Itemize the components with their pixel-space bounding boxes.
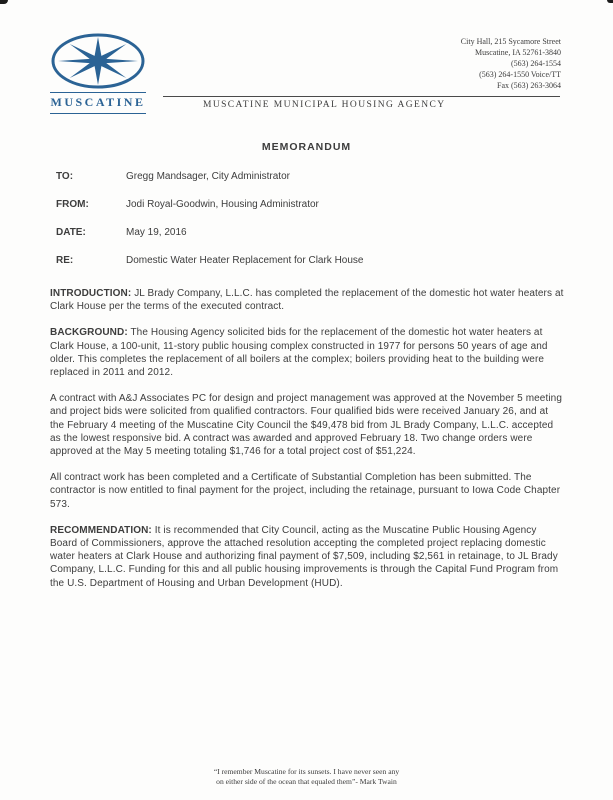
paragraph-text: JL Brady Company, L.L.C. has completed the replacement of the domestic hot water heaters at Clark House per the terms of the executed contract. xyxy=(50,288,564,313)
contact-line: Muscatine, IA 52761-3840 xyxy=(475,48,561,57)
field-re xyxy=(56,255,364,267)
quote-line-1: “I remember Muscatine for its sunsets. I have never seen any xyxy=(213,767,400,776)
paragraph-text: It is recommended that City Council, acting as the Muscatine Public Housing Agency Board of Commissioners, approve the attached resolution accepting the completed project replacing domestic water heaters at Clark House and authorizing final payment of $7,509, including $2,561 in retainage, to JL Brady Company, L.L.C. Funding for this and all public housing improvements is through the Capital Fund Program from the U.S. Department of Housing and Urban Development (HUD). xyxy=(50,524,559,589)
field-label: FROM: xyxy=(56,199,89,210)
paragraph-lead: INTRODUCTION: xyxy=(50,288,132,299)
contact-line: City Hall, 215 Sycamore Street xyxy=(460,37,561,46)
logo-rule-top xyxy=(50,92,146,93)
paragraph-recommendation xyxy=(50,524,565,590)
field-value: Domestic Water Heater Replacement for Clark House xyxy=(126,255,364,266)
field-value: May 19, 2016 xyxy=(126,227,187,238)
memo-fields xyxy=(56,171,364,283)
paragraph-lead: BACKGROUND: xyxy=(50,327,128,339)
field-value: Jodi Royal-Goodwin, Housing Administrator xyxy=(126,199,319,210)
header-rule xyxy=(163,96,560,110)
field-from xyxy=(56,199,364,211)
paragraph-text: The Housing Agency solicited bids for the replacement of the domestic hot water heaters at Clark House, a 100-unit, 11-story public housing complex constructed in 1977 for persons 50 years of age and older. This completes the replacement of all boilers at the complex; boilers providing heat to the building were replaced in 2011 and 2012. xyxy=(50,327,548,379)
paragraph-completion xyxy=(50,471,565,511)
memo-body xyxy=(50,287,565,603)
paragraph-lead: RECOMMENDATION: xyxy=(50,524,152,536)
field-value: Gregg Mandsager, City Administrator xyxy=(126,171,290,182)
logo-rule-bottom xyxy=(50,113,146,114)
paragraph-text: All contract work has been completed and a Certificate of Substantial Completion has been submitted. The contractor is now entitled to final payment for the project, including the retainage, pursuant to Iowa Code Chapter 573. xyxy=(50,472,561,510)
footer-quote xyxy=(0,767,613,787)
scan-artifact-top-left xyxy=(0,0,8,4)
logo-wordmark: MUSCATINE xyxy=(50,95,146,109)
paragraph-text: A contract with A&J Associates PC for design and project management was approved at the November 5 meeting and project bids were solicited from qualified contractors. Four qualified bids were received January 26, and at the February 4 meeting of the Muscatine City Council the $49,478 bid from JL Brady Company, L.L.C. accepted as the lowest responsive bid. A contract was awarded and approved February 18. Two change orders were approved at the May 5 meeting totaling $1,746 for a total project cost of $51,224. xyxy=(50,393,562,458)
agency-title: MUSCATINE MUNICIPAL HOUSING AGENCY xyxy=(203,100,446,110)
field-label: DATE: xyxy=(56,227,86,238)
memo-heading: MEMORANDUM xyxy=(261,141,352,153)
field-date xyxy=(56,227,364,239)
paragraph-introduction xyxy=(50,287,565,313)
field-label: RE: xyxy=(56,255,74,266)
quote-line-2: on either side of the ocean that equaled them”- Mark Twain xyxy=(216,777,397,786)
paragraph-background xyxy=(50,326,565,379)
contact-block xyxy=(361,36,561,91)
contact-line: Fax (563) 263-3064 xyxy=(497,81,561,90)
scan-artifact-top-right xyxy=(607,0,613,3)
field-label: TO: xyxy=(56,171,74,182)
field-to xyxy=(56,171,364,183)
paragraph-contract xyxy=(50,392,565,458)
contact-line: (563) 264-1554 xyxy=(511,59,561,68)
muscatine-sunburst-icon xyxy=(50,32,146,90)
muscatine-logo xyxy=(50,32,146,115)
contact-line: (563) 264-1550 Voice/TT xyxy=(479,70,561,79)
